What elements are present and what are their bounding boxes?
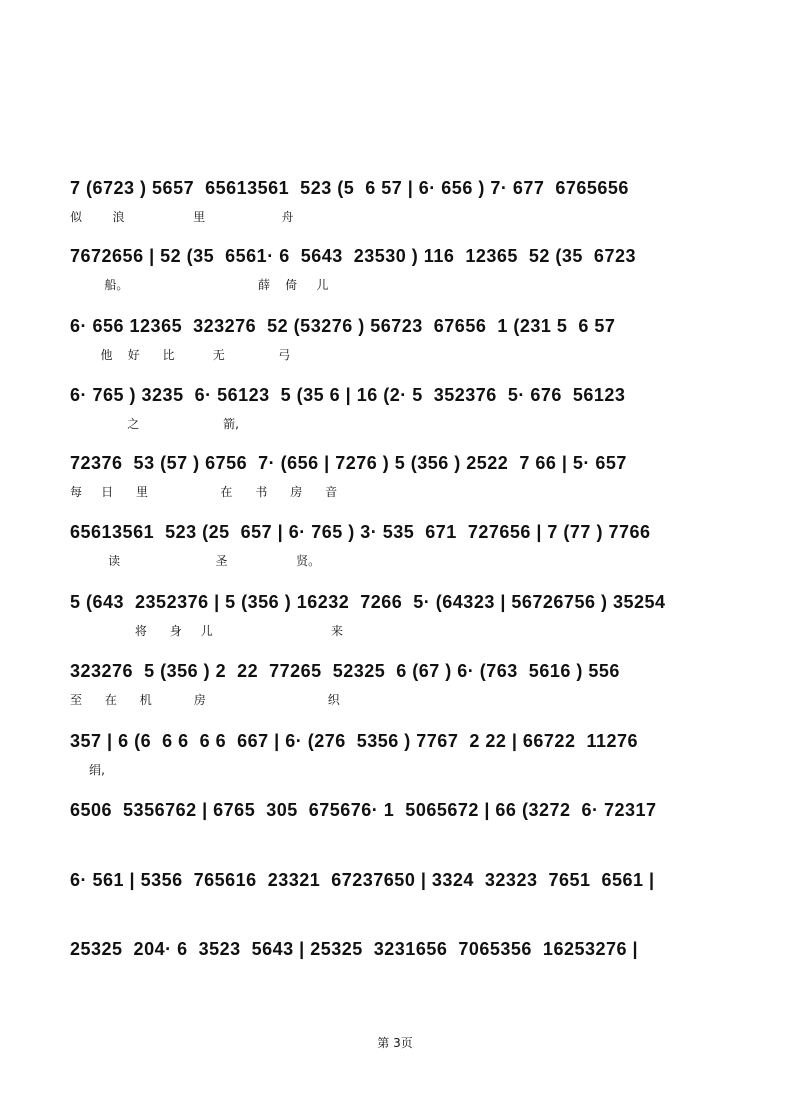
score-line-8 — [0, 661, 790, 721]
notation-row: 65613561 523 (25 657 | 6· 765 ) 3· 535 671 727656 | 7 (77 ) 7766 — [70, 522, 651, 542]
lyrics-row: 将 身 儿 来 — [70, 624, 344, 638]
score-line-2 — [0, 246, 790, 306]
score-line-1 — [0, 178, 790, 238]
notation-row: 25325 204· 6 3523 5643 | 25325 3231656 7065356 16253276 | — [70, 939, 639, 959]
notation-row: 72376 53 (57 ) 6756 7· (656 | 7276 ) 5 (356 ) 2522 7 66 | 5· 657 — [70, 453, 627, 473]
score-line-6 — [0, 522, 790, 582]
notation-row: 7672656 | 52 (35 6561· 6 5643 23530 ) 116 12365 52 (35 6723 — [70, 246, 636, 266]
notation-row: 323276 5 (356 ) 2 22 77265 52325 6 (67 ) 6· (763 5616 ) 556 — [70, 661, 620, 681]
notation-row: 7 (6723 ) 5657 65613561 523 (5 6 57 | 6· 656 ) 7· 677 6765656 — [70, 178, 629, 198]
lyrics-row: 船。 薛 倚 儿 — [70, 278, 329, 292]
score-line-10 — [0, 800, 790, 860]
lyrics-row: 读 圣 贤。 — [70, 554, 321, 568]
score-line-7 — [0, 592, 790, 652]
score-line-5 — [0, 453, 790, 513]
lyrics-row: 他 好 比 无 弓 — [70, 348, 291, 362]
score-line-12 — [0, 939, 790, 999]
page-number: 第 3页 — [377, 1036, 413, 1050]
notation-row: 6· 656 12365 323276 52 (53276 ) 56723 67656 1 (231 5 6 57 — [70, 316, 616, 336]
notation-row: 6· 561 | 5356 765616 23321 67237650 | 3324 32323 7651 6561 | — [70, 870, 655, 890]
notation-row: 357 | 6 (6 6 6 6 6 667 | 6· (276 5356 ) 7767 2 22 | 66722 11276 — [70, 731, 639, 751]
score-line-3 — [0, 316, 790, 376]
lyrics-row: 绢, — [70, 763, 105, 777]
lyrics-row: 每 日 里 在 书 房 音 — [70, 485, 338, 499]
score-line-4 — [0, 385, 790, 445]
notation-row: 6· 765 ) 3235 6· 56123 5 (35 6 | 16 (2· 5 352376 5· 676 56123 — [70, 385, 626, 405]
lyrics-row: 似 浪 里 舟 — [70, 210, 294, 224]
score-line-11 — [0, 870, 790, 930]
notation-row: 5 (643 2352376 | 5 (356 ) 16232 7266 5· (64323 | 56726756 ) 35254 — [70, 592, 666, 612]
notation-row: 6506 5356762 | 6765 305 675676· 1 5065672 | 66 (3272 6· 72317 — [70, 800, 657, 820]
lyrics-row: 至 在 机 房 织 — [70, 693, 340, 707]
score-line-9 — [0, 731, 790, 791]
lyrics-row: 之 箭, — [70, 417, 239, 431]
